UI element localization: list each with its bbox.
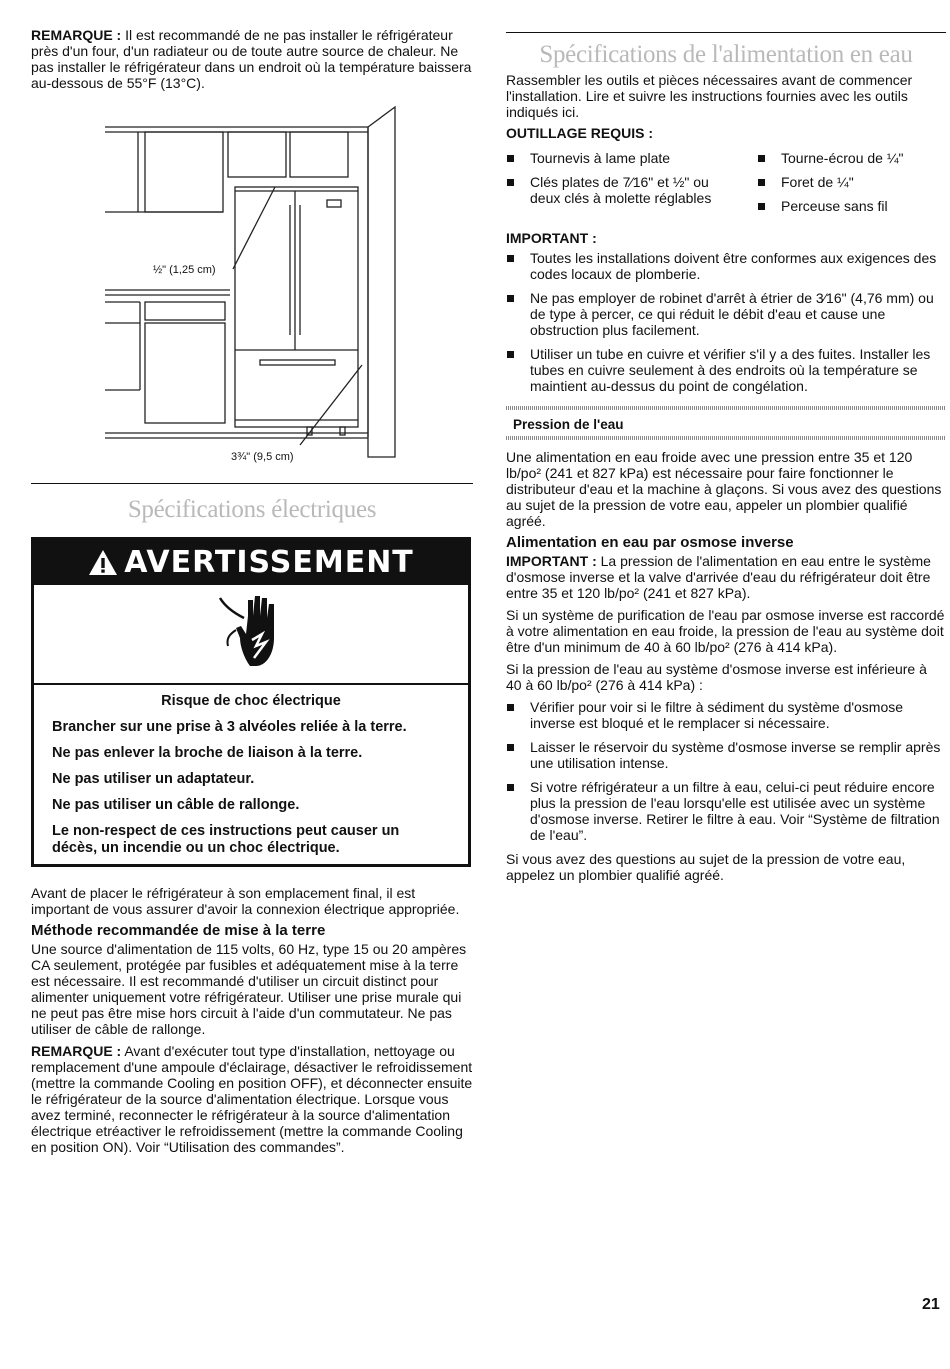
page-number: 21 (922, 1296, 940, 1313)
remarque-text: Il est recommandé de ne pas installer le réfrigérateur près d'un four, d'un radiateur ou de toute autre source de chaleur. Ne pas installer le réfrigérateur dans un endroit où la température baissera au-dessous de 55°F (13°C). (31, 27, 472, 91)
tools-list-col1 (506, 150, 736, 206)
ro-important-text: La pression de l'alimentation en eau entre le système d'osmose inverse et la valve d'arrivée d'eau du réfrigérateur doit être entre 35 et 120 lb/po² (241 et 827 kPa). (506, 553, 931, 601)
tool-item: Clés plates de 7⁄16" et ½" ou deux clés à molette réglables (506, 174, 730, 206)
remarque-label: REMARQUE : (31, 27, 122, 43)
warning-line-2: Brancher sur une prise à 3 alvéoles reliée à la terre. (52, 719, 407, 735)
warning-banner-text: AVERTISSEMENT (124, 544, 414, 580)
closing-text: Si vous avez des questions au sujet de la pression de votre eau, appelez un plombier qualifié agréé. (506, 851, 906, 883)
warning-line-4: Ne pas utiliser un adaptateur. (52, 771, 255, 787)
ro-item: Vérifier pour voir si le filtre à sédiment du système d'osmose inverse est bloqué et le remplacer si nécessaire. (506, 699, 946, 731)
important-item: Toutes les installations doivent être conformes aux exigences des codes locaux de plomberie. (506, 250, 946, 282)
electrical-specs-title: Spécifications électriques (127, 496, 377, 523)
remarque2-label: REMARQUE : (31, 1043, 122, 1059)
right-body-top (506, 72, 946, 141)
tool-item: Foret de ¼" (757, 174, 947, 190)
warning-line-3: Ne pas enlever la broche de liaison à la terre. (52, 745, 363, 761)
ro-important-label: IMPORTANT : (506, 553, 597, 569)
remarque2-text: Avant d'exécuter tout type d'installation, nettoyage ou remplacement d'une ampoule d'éclairage, désactiver le refroidissement (mettre la commande Cooling en position OFF), et déconnecter ensuite le réfrigérateur de la source d'alimentation électrique. Lorsque vous avez terminé, reconnecter le réfrigérateur à la source d'alimentation électrique etréactiver le refroidissement (mettre la commande Cooling en position ON). Voir “Utilisation des commandes”. (31, 1043, 473, 1155)
pressure-rule-bottom (506, 436, 946, 440)
warning-banner (34, 540, 468, 585)
warning-line-6: Le non-respect de ces instructions peut causer un décès, un incendie ou un choc électrique. (52, 823, 400, 856)
important-item: Utiliser un tube en cuivre et vérifier s'il y a des fuites. Installer les tubes en cuivre seulement à des endroits où la température se maintient au-dessus du point de congélation. (506, 346, 946, 394)
warning-line-1: Risque de choc électrique (161, 693, 341, 709)
pressure-rule-top (506, 406, 946, 410)
section-divider-right (506, 32, 946, 33)
important-item: Ne pas employer de robinet d'arrêt à étrier de 3⁄16" (4,76 mm) ou de type à percer, ce qui réduit le débit d'eau et cause une obstruction plus facilement. (506, 290, 946, 338)
gap-top-label: ½" (1,25 cm) (153, 264, 216, 276)
warning-triangle-icon (88, 549, 118, 576)
water-pressure-title: Pression de l'eau (513, 417, 624, 432)
important-list (506, 250, 946, 394)
water-specs-title: Spécifications de l'alimentation en eau (539, 41, 913, 68)
pressure-text: Une alimentation en eau froide avec une pression entre 35 et 120 lb/po² (241 et 827 kPa) est nécessaire pour faire fonctionner le distributeur d'eau et la machine à glaçons. Si vous avez des questions au sujet de la pression de votre eau, appeler un plombier qualifié agréé. (506, 449, 942, 529)
grounding-method-text: Une source d'alimentation de 115 volts, 60 Hz, type 15 ou 20 ampères CA seulement, protégée par fusibles et adéquatement mise à la terre est nécessaire. Il est recommandé d'utiliser un circuit distinct pour alimenter uniquement votre réfrigérateur. Utiliser une prise murale qui ne peut pas être mise hors circuit à l'aide d'un commutateur. Ne pas utiliser de câble de rallonge. (31, 941, 467, 1037)
ro-paragraph-2: Si un système de purification de l'eau par osmose inverse est raccordé à votre alimentation en eau froide, la pression de l'eau au système doit être d'un minimum de 40 à 60 lb/po² (276 à 414 kPa). (506, 607, 945, 655)
reverse-osmosis-title: Alimentation en eau par osmose inverse (506, 534, 794, 551)
warning-box (31, 537, 471, 867)
warning-line-5: Ne pas utiliser un câble de rallonge. (52, 797, 300, 813)
important-title: IMPORTANT : (506, 230, 597, 246)
tool-item: Tourne-écrou de ¼" (757, 150, 947, 166)
water-intro: Rassembler les outils et pièces nécessaires avant de commencer l'installation. Lire et suivre les instructions fournies avec les outils indiqués ici. (506, 72, 913, 120)
section-divider-left (31, 483, 473, 484)
warning-icon-area (34, 585, 468, 685)
ro-list (506, 699, 946, 843)
electric-shock-hand-icon (218, 594, 284, 674)
refrigerator-clearance-diagram (100, 105, 400, 465)
warning-text (34, 685, 468, 857)
right-body-bottom (506, 449, 946, 883)
ro-item: Laisser le réservoir du système d'osmose inverse se remplir après une utilisation intense. (506, 739, 946, 771)
important-section (506, 230, 946, 394)
ro-paragraph-3: Si la pression de l'eau au système d'osmose inverse est inférieure à 40 à 60 lb/po² (276 à 414 kPa) : (506, 661, 927, 693)
left-body (31, 885, 473, 1155)
remarque2-paragraph (31, 1043, 473, 1155)
tools-title: OUTILLAGE REQUIS : (506, 125, 653, 141)
grounding-method-title: Méthode recommandée de mise à la terre (31, 922, 326, 939)
ro-item: Si votre réfrigérateur a un filtre à eau, celui-ci peut réduire encore plus la pression de l'eau lorsqu'elle est utilisée avec un système d'osmose inverse. Retirer le filtre à eau. Voir “Système de filtration de l'eau”. (506, 779, 946, 843)
gap-bottom-label: 3¾" (9,5 cm) (231, 451, 294, 463)
tool-item: Perceuse sans fil (757, 198, 947, 214)
tools-list-col2 (757, 150, 947, 214)
tool-item: Tournevis à lame plate (506, 150, 736, 166)
remarque-paragraph (31, 27, 473, 91)
ro-important-paragraph (506, 553, 946, 601)
electrical-intro: Avant de placer le réfrigérateur à son emplacement final, il est important de vous assurer d'avoir la connexion électrique appropriée. (31, 885, 460, 917)
